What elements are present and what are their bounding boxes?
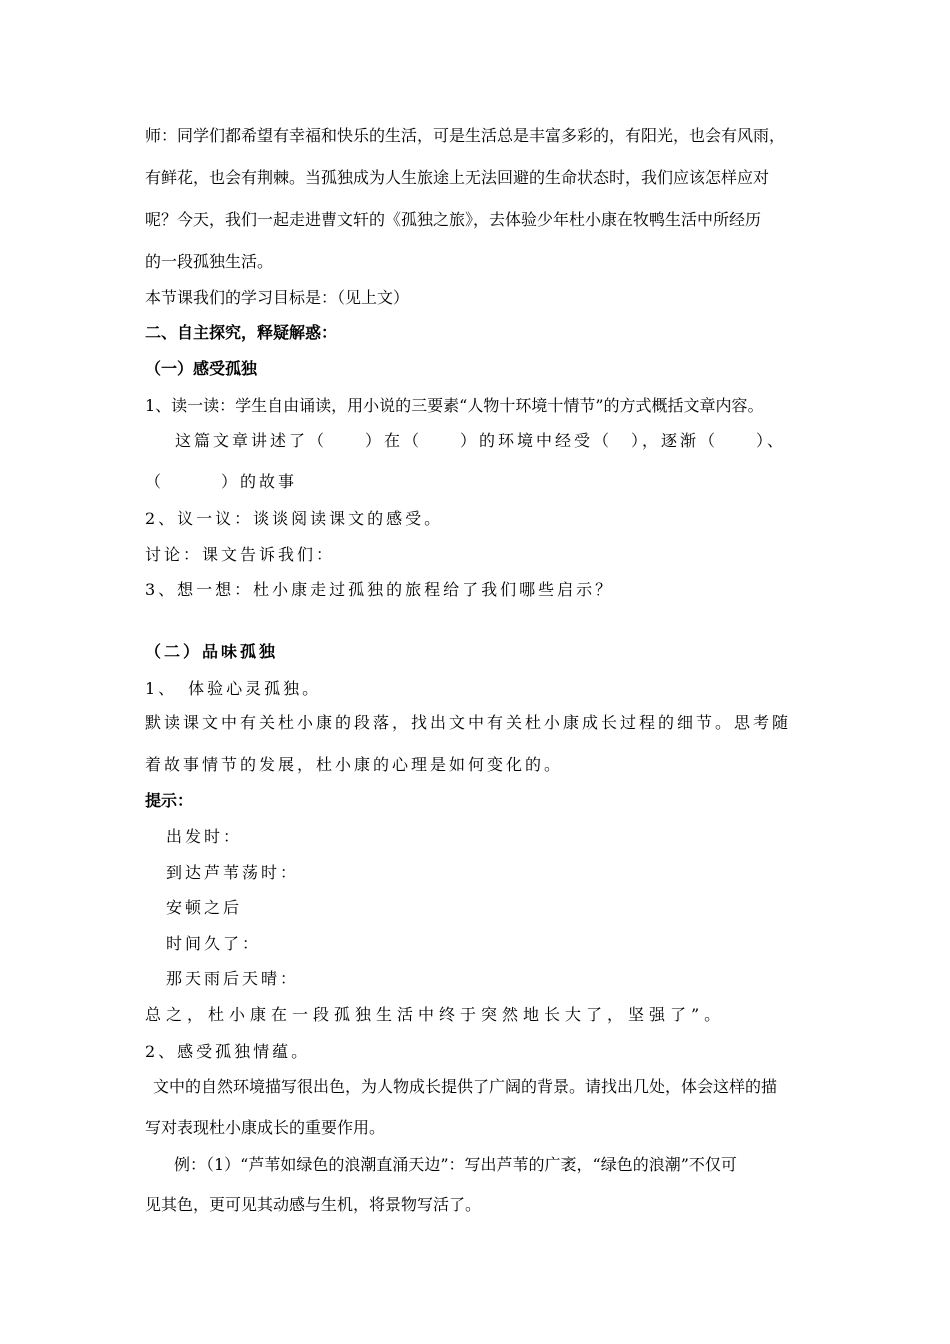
example-line-2: 见其色，更可见其动感与生机，将景物写活了。 [145, 1195, 482, 1214]
reading-task-line-2: 着故事情节的发展，杜小康的心理是如何变化的。 [145, 755, 564, 774]
fill-blank-line-1: 这篇文章讲述了（ ）在（ ）的环境中经受（ ），逐渐（ ）、 [175, 431, 787, 450]
part2-heading: （二）品味孤独 [145, 642, 279, 661]
hint-item: 安顿之后 [166, 898, 243, 917]
intro-line-2: 有鲜花，也会有荆棘。当孤独成为人生旅途上无法回避的生命状态时，我们应该怎样应对 [145, 168, 770, 187]
hint-label: 提示： [145, 791, 194, 810]
hint-item: 时间久了： [166, 934, 262, 953]
part1-question-3: 3、想一想：杜小康走过孤独的旅程给了我们哪些启示？ [145, 580, 615, 599]
environment-task-line-2: 写对表现杜小康成长的重要作用。 [145, 1118, 386, 1137]
intro-line-3: 呢？今天，我们一起走进曹文轩的《孤独之旅》，去体验少年杜小康在牧鸭生活中所经历 [145, 210, 762, 229]
environment-task-line-1: 文中的自然环境描写很出色，为人物成长提供了广阔的背景。请找出几处，体会这样的描 [153, 1077, 778, 1096]
intro-line-4: 的一段孤独生活。 [145, 252, 274, 271]
intro-line-1: 师：同学们都希望有幸福和快乐的生活，可是生活总是丰富多彩的，有阳光，也会有风雨， [145, 126, 786, 145]
part2-question-1: 1、 体验心灵孤独。 [145, 679, 322, 698]
part1-question-1: 1、读一读：学生自由诵读，用小说的三要素“人物十环境十情节”的方式概括文章内容。 [145, 396, 764, 415]
example-line-1: 例：（1）“芦苇如绿色的浪潮直涌天边”：写出芦苇的广袤，“绿色的浪潮”不仅可 [174, 1155, 737, 1174]
discussion-prompt: 讨论：课文告诉我们： [145, 545, 336, 564]
reading-task-line-1: 默读课文中有关杜小康的段落，找出文中有关杜小康成长过程的细节。思考随 [145, 713, 792, 732]
part1-heading: （一）感受孤独 [145, 359, 258, 378]
learning-goal: 本节课我们的学习目标是：（见上文） [145, 288, 410, 307]
fill-blank-line-2: （ ）的故事 [145, 472, 298, 491]
hint-item: 那天雨后天晴： [166, 969, 300, 988]
part1-question-2: 2、议一议：谈谈阅读课文的感受。 [145, 509, 444, 528]
summary-line: 总之，杜小康在一段孤独生活中终于突然地长大了，坚强了”。 [145, 1005, 726, 1024]
hint-item: 出发时： [166, 827, 243, 846]
hint-item: 到达芦苇荡时： [166, 863, 300, 882]
section-heading: 二、自主探究，释疑解惑： [145, 323, 338, 342]
part2-question-2: 2、感受孤独情蕴。 [145, 1042, 311, 1061]
